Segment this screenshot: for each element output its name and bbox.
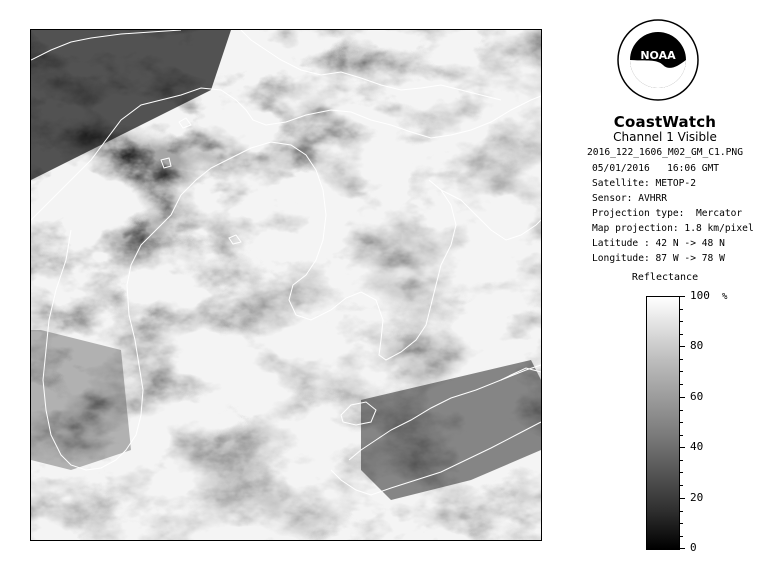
legend-minor-tick [680, 321, 683, 322]
legend-minor-tick [680, 511, 683, 512]
legend-minor-tick [680, 410, 683, 411]
longitude-range: Longitude: 87 W -> 78 W [592, 253, 725, 264]
projection-type: Projection type: Mercator [592, 208, 743, 219]
satellite-image-frame [30, 29, 542, 541]
logo-text: NOAA [640, 49, 676, 62]
legend-tick [680, 346, 685, 347]
legend-minor-tick [680, 472, 683, 473]
legend-minor-tick [680, 485, 683, 486]
legend-minor-tick [680, 460, 683, 461]
filename-label: 2016_122_1606_M02_GM_C1.PNG [587, 147, 743, 158]
legend-tick [680, 548, 685, 549]
legend-minor-tick [680, 371, 683, 372]
reflectance-colorbar [646, 296, 680, 550]
satellite-image [31, 30, 541, 540]
legend-tick [680, 296, 685, 297]
legend-tick-label: 40 [690, 440, 704, 453]
latitude-range: Latitude : 42 N -> 48 N [592, 238, 725, 249]
date-time: 05/01/2016 16:06 GMT [592, 163, 720, 174]
info-panel [560, 10, 770, 562]
map-projection: Map projection: 1.8 km/pixel [592, 223, 754, 234]
legend-minor-tick [680, 422, 683, 423]
legend-unit: % [722, 292, 728, 302]
legend-minor-tick [680, 435, 683, 436]
legend-minor-tick [680, 536, 683, 537]
legend-tick-label: 20 [690, 491, 704, 504]
brand-title: CoastWatch [613, 113, 717, 131]
legend-tick [680, 397, 685, 398]
legend-minor-tick [680, 384, 683, 385]
legend-minor-tick [680, 309, 683, 310]
legend-title: Reflectance [631, 272, 699, 283]
legend-minor-tick [680, 359, 683, 360]
legend-tick-label: 100 [690, 289, 710, 302]
noaa-logo [617, 19, 699, 101]
legend-tick-label: 80 [690, 339, 704, 352]
sensor-info: Sensor: AVHRR [592, 193, 668, 204]
channel-label: Channel 1 Visible [613, 130, 717, 144]
legend-minor-tick [680, 523, 683, 524]
satellite-info: Satellite: METOP-2 [592, 178, 696, 189]
legend-tick [680, 447, 685, 448]
legend-minor-tick [680, 334, 683, 335]
legend-tick-label: 0 [690, 541, 697, 554]
legend-tick [680, 498, 685, 499]
legend-tick-label: 60 [690, 390, 704, 403]
